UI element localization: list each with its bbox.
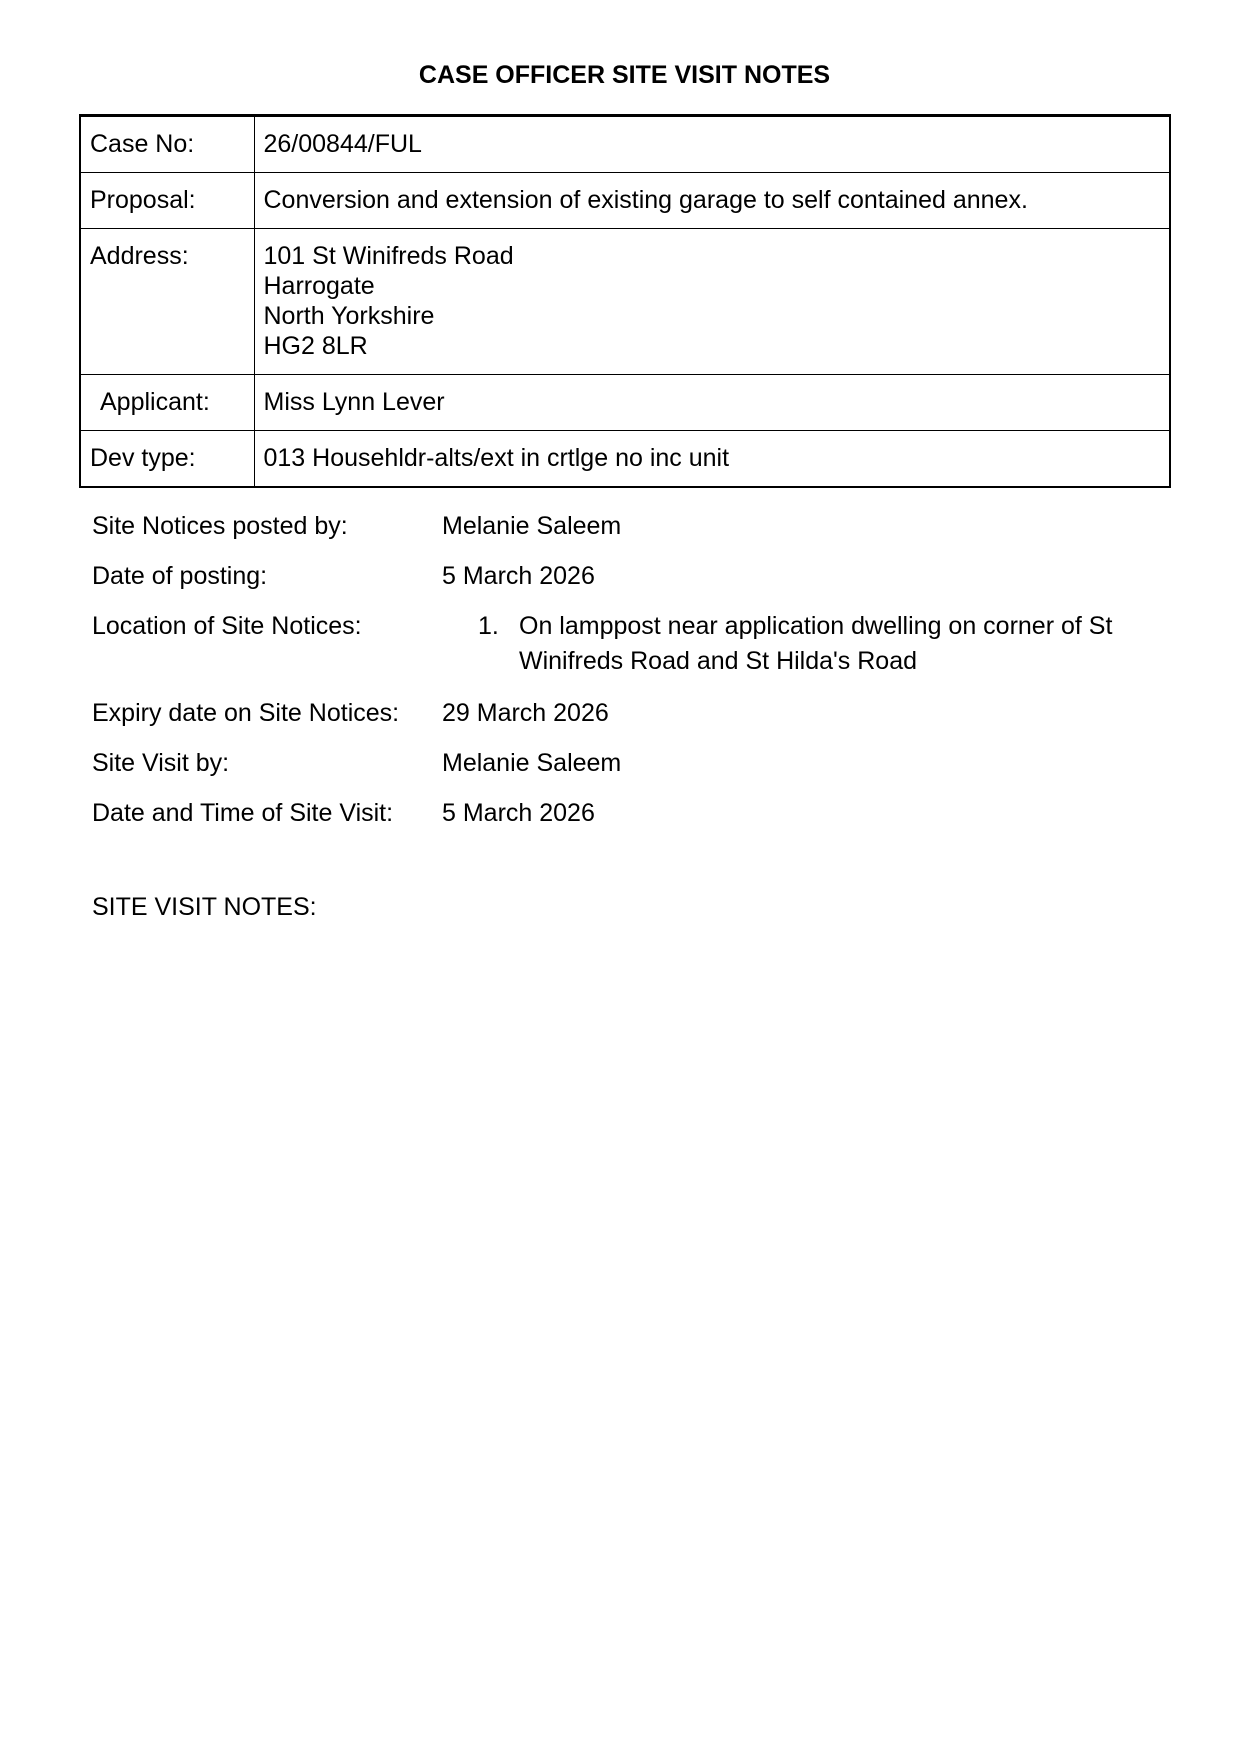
proposal-value: Conversion and extension of existing garage to self contained annex.	[254, 173, 1170, 229]
dev-type-label: Dev type:	[80, 431, 254, 488]
address-label: Address:	[80, 229, 254, 375]
case-no-value: 26/00844/FUL	[254, 116, 1170, 173]
proposal-label: Proposal:	[80, 173, 254, 229]
table-row-dev-type	[80, 431, 1170, 488]
date-of-posting-value: 5 March 2026	[442, 562, 595, 590]
address-line-4: HG2 8LR	[263, 332, 368, 360]
site-visit-by-label: Site Visit by:	[92, 749, 230, 777]
table-row-address	[80, 229, 1170, 375]
visit-datetime-value: 5 March 2026	[442, 799, 595, 827]
address-value	[254, 229, 1170, 375]
site-notice-details	[0, 509, 1241, 925]
field-site-visit-by	[92, 746, 1241, 781]
field-location	[92, 609, 1241, 679]
applicant-value: Miss Lynn Lever	[254, 375, 1170, 431]
posted-by-label: Site Notices posted by:	[92, 512, 348, 540]
location-list-item	[478, 609, 1241, 679]
field-visit-datetime	[92, 796, 1241, 831]
address-line-1: 101 St Winifreds Road	[263, 242, 514, 270]
posted-by-value: Melanie Saleem	[442, 512, 622, 540]
site-visit-notes-heading: SITE VISIT NOTES:	[92, 893, 317, 921]
address-line-3: North Yorkshire	[263, 302, 435, 330]
table-row-case-no	[80, 116, 1170, 173]
field-expiry-date	[92, 696, 1241, 731]
table-row-applicant	[80, 375, 1170, 431]
case-details-table	[79, 114, 1171, 488]
location-label: Location of Site Notices:	[92, 612, 362, 640]
page-title: CASE OFFICER SITE VISIT NOTES	[418, 61, 831, 89]
location-item-number: 1.	[478, 612, 499, 640]
field-date-of-posting	[92, 559, 1241, 594]
table-row-proposal	[80, 173, 1170, 229]
expiry-date-value: 29 March 2026	[442, 699, 609, 727]
case-no-label: Case No:	[80, 116, 254, 173]
visit-datetime-label: Date and Time of Site Visit:	[92, 799, 394, 827]
applicant-label: Applicant:	[80, 375, 254, 431]
expiry-date-label: Expiry date on Site Notices:	[92, 699, 400, 727]
address-line-2: Harrogate	[263, 272, 375, 300]
date-of-posting-label: Date of posting:	[92, 562, 268, 590]
field-posted-by	[92, 509, 1241, 544]
location-item-text: On lamppost near application dwelling on corner of St Winifreds Road and St Hilda's Road	[519, 612, 1113, 675]
dev-type-value: 013 Househldr-alts/ext in crtlge no inc unit	[254, 431, 1170, 488]
site-visit-by-value: Melanie Saleem	[442, 749, 622, 777]
location-value	[442, 609, 1241, 679]
